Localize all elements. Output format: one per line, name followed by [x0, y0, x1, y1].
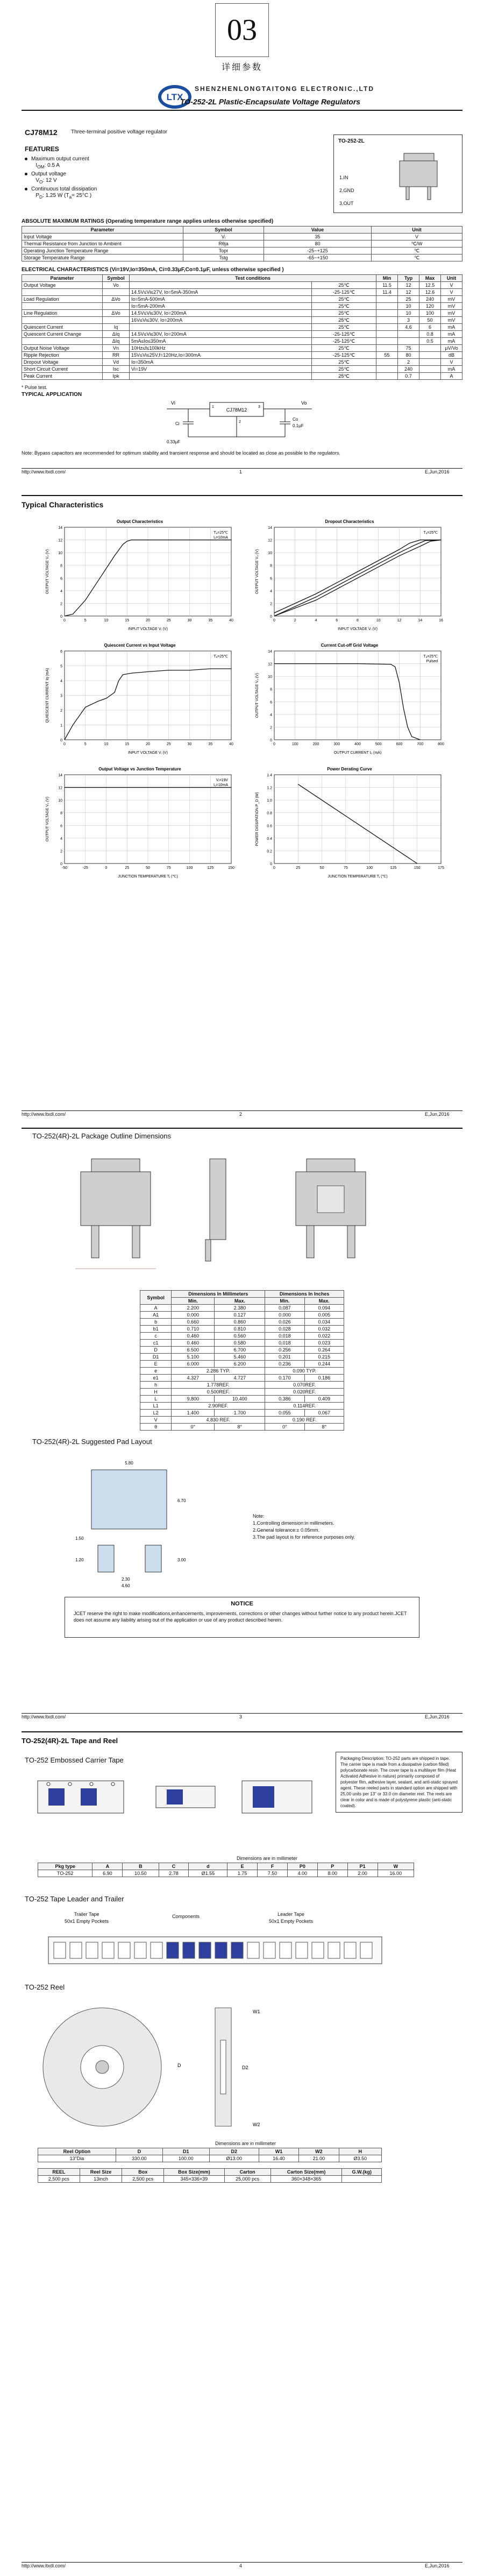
table-row: Short Circuit Current Isc Vi=19V 25℃ 240 mA — [22, 366, 462, 373]
table-row: Dropout Voltage Vd Io=350mA 25℃ 2 V — [22, 359, 462, 366]
y-tick-label: 0.8 — [267, 811, 272, 816]
x-tick-label: 300 — [333, 742, 340, 746]
ci-value: 0.33μF — [167, 440, 181, 444]
y-tick-label: 12 — [268, 539, 272, 543]
x-tick-label: 10 — [376, 619, 381, 622]
table-row: Storage Temperature Range Tstg -65~+150 ℃ — [22, 254, 462, 261]
y-tick-label: 8 — [270, 564, 272, 568]
current-cutoff-chart — [253, 640, 446, 756]
x-tick-label: 4 — [315, 619, 317, 622]
table-row: E 6.000 6.200 0.236 0.244 — [140, 1361, 344, 1368]
outline-dimensions-table: Symbol Dimensions In Millimeters Dimensions In Inches Min. Max. Min. Max. A 2.200 2.380 0.087 0.094 A1 0.000 0.127 0.000 0.005 b 0.660 0.860 0.026 0.034 b1 0.710 0.810 0.028 0.032 c 0.460 0.560 0.018 0.022 c1 0.460 0.580 0.018 0.023 D 6.500 6.700 0.256 0.264 D1 5.100 5.460 0.201 0.215 E 6.000 6.200 0.236 0.244 e 2.286 TYP. 0.090 TYP. e1 4.327 4.727 0.170 0.186 h 1.778REF. 0.070REF. H 0.500REF. 0.020REF. L 9.800 10.400 0.386 0.409 L1 2.90REF. 0.114REF. L2 1.400 1.700 0.055 0.067 V 4.830 REF. 0.190 REF. θ 0° 8° 0° 8° — [140, 1290, 344, 1431]
y-tick-label: 4 — [270, 713, 272, 717]
footer-url[interactable]: http://www.ltxdl.com/ — [22, 1714, 66, 1719]
feature-item: Maximum output current $I_{OM}$: 0.5 A — [31, 156, 89, 170]
x-axis-label: INPUT VOLTAGE Vᵢ (V) — [128, 751, 168, 755]
x-tick-label: 5 — [84, 619, 87, 622]
y-tick-label: 2 — [60, 602, 62, 606]
footer-date: E,Jun,2016 — [425, 1714, 450, 1719]
footer-url[interactable]: http://www.ltxdl.com/ — [22, 469, 66, 475]
page-number-box: 03 — [215, 3, 269, 57]
features-title: FEATURES — [25, 145, 59, 153]
y-tick-label: 0 — [270, 739, 272, 742]
footer-page-number: 4 — [239, 2563, 243, 2568]
y-tick-label: 12 — [58, 786, 62, 790]
empty-pocket — [280, 1942, 291, 1958]
x-tick-label: 15 — [125, 742, 130, 746]
table-row: D1 5.100 5.460 0.201 0.215 — [140, 1354, 344, 1361]
reel-label: W2 — [253, 2122, 260, 2127]
package-title: TO-252-2L — [338, 138, 365, 144]
x-tick-label: 35 — [208, 742, 213, 746]
y-tick-label: 2 — [270, 602, 272, 606]
pad-layout-drawing — [70, 1454, 210, 1588]
pad-dim: 6.70 — [177, 1498, 186, 1503]
x-tick-label: 30 — [187, 742, 192, 746]
x-tick-label: 500 — [375, 742, 382, 746]
y-tick-label: 10 — [268, 675, 272, 680]
notice-box — [65, 1597, 419, 1638]
leader-trailer-drawing — [43, 1926, 387, 1975]
x-tick-label: 2 — [294, 619, 296, 622]
reel-dims-caption: Dimensions are in millimeter — [215, 2141, 276, 2146]
tape-dims-caption: Dimensions are in millimeter — [237, 1856, 298, 1861]
page-caption: 详细参数 — [221, 63, 262, 72]
tape-dimensions-table: Pkg type A B C d E F P0 P P1 W TO-252 6.90 10.50 2.78 Ø1.55 1.75 7.50 4.00 8.00 2.00 16.00 — [38, 1863, 414, 1877]
y-axis-label: OUTPUT VOLTAGE Vₒ (V) — [46, 549, 49, 595]
empty-pocket — [70, 1942, 82, 1958]
power-derating-chart — [253, 764, 446, 880]
x-tick-label: 100 — [366, 866, 373, 870]
table-row: 2,500 pcs 13inch 2,500 pcs 345×336×39 25,000 pcs 360×348×365 — [38, 2176, 382, 2183]
typical-application-circuit — [156, 398, 328, 447]
legend-entry: Pulsed — [426, 660, 438, 663]
x-tick-label: 14 — [418, 619, 423, 622]
table-row: L2 1.400 1.700 0.055 0.067 — [140, 1410, 344, 1417]
x-tick-label: 175 — [438, 866, 444, 870]
feature-item: Continuous total dissipation $P_D$: 1.25 W ($T_a= 25^\circ C$ ) — [31, 186, 97, 200]
table-row: θ 0° 8° 0° 8° — [140, 1424, 344, 1431]
y-tick-label: 6 — [270, 700, 272, 705]
pad-dim: 2.30 — [122, 1577, 130, 1582]
y-axis-label: QUIESCENT CURRENT Iq (mA) — [46, 668, 49, 723]
page-header-line — [22, 495, 462, 496]
package-drawing — [393, 149, 442, 203]
x-tick-label: 15 — [125, 619, 130, 622]
x-tick-label: 0 — [273, 619, 275, 622]
footer-divider — [22, 468, 462, 469]
empty-pocket — [102, 1942, 114, 1958]
y-tick-label: 10 — [268, 551, 272, 556]
y-tick-label: 6 — [270, 577, 272, 581]
chart-title: Output Characteristics — [116, 519, 163, 524]
legend-entry: Tₐ=25℃ — [423, 531, 438, 535]
y-tick-label: 12 — [268, 662, 272, 667]
pad-dim: 3.00 — [177, 1558, 186, 1562]
x-tick-label: 75 — [343, 866, 348, 870]
part-number: CJ78M12 — [25, 128, 58, 137]
table-row: TO-252 6.90 10.50 2.78 Ø1.55 1.75 7.50 4.00 8.00 2.00 16.00 — [38, 1870, 414, 1877]
pin2-label: 2 — [239, 420, 241, 424]
x-axis-label: INPUT VOLTAGE Vᵢ (V) — [128, 627, 168, 631]
empty-pocket — [247, 1942, 259, 1958]
tape-reel-title: TO-252(4R)-2L Tape and Reel — [22, 1737, 118, 1745]
x-axis-label: JUNCTION TEMPERATURE Tⱼ (℃) — [328, 875, 388, 879]
footer-url[interactable]: http://www.ltxdl.com/ — [22, 1112, 66, 1117]
part-description: Three-terminal positive voltage regulator — [71, 129, 167, 135]
table-row: Peak Current Ipk 25℃ 0.7 A — [22, 373, 462, 380]
y-tick-label: 14 — [58, 526, 62, 530]
x-tick-label: 5 — [84, 742, 87, 746]
y-tick-label: 6 — [60, 577, 62, 581]
typical-characteristics-title: Typical Characteristics — [22, 500, 104, 509]
empty-pocket — [151, 1942, 162, 1958]
y-tick-label: 8 — [60, 811, 62, 816]
y-tick-label: 14 — [268, 650, 272, 654]
y-tick-label: 6 — [60, 650, 62, 654]
y-tick-label: 4 — [270, 589, 272, 593]
y-tick-label: 0.6 — [267, 824, 272, 829]
pad-layout-title: TO-252(4R)-2L Suggested Pad Layout — [32, 1438, 152, 1446]
x-tick-label: 20 — [146, 619, 150, 622]
y-tick-label: 0 — [60, 739, 62, 742]
quiescent-current-chart — [43, 640, 237, 756]
x-tick-label: 20 — [146, 742, 150, 746]
x-tick-label: 50 — [319, 866, 324, 870]
footer-divider — [22, 2562, 462, 2563]
empty-pocket — [86, 1942, 98, 1958]
y-tick-label: 4 — [60, 680, 62, 683]
footer-divider — [22, 1713, 462, 1714]
x-tick-label: 10 — [104, 742, 109, 746]
ic-label: CJ78M12 — [226, 407, 247, 413]
footer-divider — [22, 1110, 462, 1111]
reel-dimensions-table: Reel Option D D1 D2 W1 W2 H 13"Dia 330.00 100.00 Ø13.00 16.40 21.00 Ø3.50 — [38, 2148, 382, 2162]
document-subtitle: TO-252-2L Plastic-Encapsulate Voltage Regulators — [180, 97, 361, 106]
table-row: 13"Dia 330.00 100.00 Ø13.00 16.40 21.00 Ø3.50 — [38, 2155, 382, 2162]
x-axis-label: INPUT VOLTAGE Vᵢ (V) — [338, 627, 378, 631]
x-tick-label: 25 — [125, 866, 130, 870]
table-row: ΔIq 5mA≤Io≤350mA -25-125℃ 0.5 mA — [22, 338, 462, 345]
empty-pocket — [264, 1942, 275, 1958]
output-voltage-vs-temp-chart — [43, 764, 237, 880]
x-tick-label: 400 — [354, 742, 361, 746]
y-tick-label: 4 — [60, 589, 62, 593]
header-divider — [22, 110, 462, 111]
table-row: Line Regulation ΔVo 14.5V≤Vi≤30V, Io=200mA 25℃ 10 100 mV — [22, 310, 462, 317]
table-row: D 6.500 6.700 0.256 0.264 — [140, 1347, 344, 1354]
y-tick-label: 2 — [270, 726, 272, 730]
y-tick-label: 4 — [60, 837, 62, 841]
notice-body: JCET reserve the right to make modifications,enhancements, improvements, corrections or other changes without further notice to any product herein.JCET does not assume any liability arising out of the application or use of any product described herein. — [74, 1611, 407, 1623]
page-header-line — [22, 1731, 462, 1732]
legend-entry: Iₒ=10mA — [213, 536, 228, 540]
y-tick-label: 3 — [60, 694, 62, 698]
table-row: 16V≤Vi≤30V, Io=200mA 25℃ 3 50 mV — [22, 317, 462, 324]
table-row: Load Regulation ΔVo Io=5mA-500mA 25℃ 25 240 mV — [22, 296, 462, 303]
table-row: Thermal Resistance from Junction to Ambient Rθja 80 ℃/W — [22, 240, 462, 247]
table-row: e 2.286 TYP. 0.090 TYP. — [140, 1368, 344, 1375]
empty-pocket — [296, 1942, 308, 1958]
table-row: Quiescent Current Iq 25℃ 4.6 6 mA — [22, 324, 462, 331]
table-row: V 4.830 REF. 0.190 REF. — [140, 1417, 344, 1424]
x-tick-label: -50 — [61, 866, 68, 870]
package-outline-drawing — [70, 1148, 403, 1283]
y-axis-label: OUTPUT VOLTAGE Vₒ (V) — [255, 673, 259, 718]
y-tick-label: 8 — [270, 688, 272, 692]
reel-label: W1 — [253, 2009, 260, 2014]
bypass-note: Note: Bypass capacitors are recommended for optimum stability and transient response and should be located as close as possible to the regulators. — [22, 450, 340, 456]
table-row: Output Voltage Vo 25℃ 11.5 12 12.5 V — [22, 282, 462, 289]
chart-title: Dropout Characteristics — [325, 519, 374, 524]
x-tick-label: 700 — [417, 742, 424, 746]
carrier-tape-drawing — [27, 1770, 328, 1845]
table-row: b1 0.710 0.810 0.028 0.032 — [140, 1326, 344, 1333]
footer-page-number: 2 — [239, 1112, 243, 1117]
empty-pocket — [54, 1942, 66, 1958]
vi-label: Vi — [171, 400, 175, 406]
footer-date: E,Jun,2016 — [425, 1112, 450, 1117]
reel-title: TO-252 Reel — [25, 1983, 65, 1991]
component-pocket — [215, 1942, 227, 1958]
y-tick-label: 12 — [58, 539, 62, 543]
pin-label: 2.GND — [339, 188, 354, 193]
abs-max-title: ABSOLUTE MAXIMUM RATINGS (Operating temperature range applies unless otherwise specified) — [22, 218, 274, 224]
logo-text: LTX — [166, 92, 183, 102]
x-tick-label: 10 — [104, 619, 109, 622]
x-tick-label: 40 — [229, 619, 233, 622]
trailer-label: Trailer Tape 50x1 Empty Pockets — [65, 1912, 109, 1924]
x-tick-label: 0 — [273, 742, 275, 746]
elec-title: ELECTRICAL CHARACTERISTICS (Vi=19V,Io=350mA, Ci=0.33μF,Co=0.1μF, unless otherwise specified ) — [22, 267, 284, 273]
x-tick-label: 12 — [397, 619, 402, 622]
x-tick-label: 25 — [166, 619, 171, 622]
output-characteristics-chart — [43, 516, 237, 632]
y-tick-label: 5 — [60, 664, 62, 669]
y-tick-label: 0 — [270, 862, 272, 866]
x-tick-label: 125 — [207, 866, 214, 870]
y-tick-label: 2 — [60, 709, 62, 713]
vo-label: Vo — [301, 400, 307, 406]
table-row: L1 2.90REF. 0.114REF. — [140, 1403, 344, 1410]
footer-url[interactable]: http://www.ltxdl.com/ — [22, 2563, 66, 2568]
pulse-note: * Pulse test. — [22, 385, 48, 390]
table-row: Input Voltage Vᵢ 35 V — [22, 233, 462, 240]
x-tick-label: 800 — [438, 742, 444, 746]
x-tick-label: 0 — [63, 619, 66, 622]
co-value: 0.1μF — [293, 423, 304, 428]
footer-date: E,Jun,2016 — [425, 2563, 450, 2568]
table-row: c 0.460 0.560 0.018 0.022 — [140, 1333, 344, 1340]
y-tick-label: 2 — [60, 850, 62, 854]
x-tick-label: 25 — [296, 866, 301, 870]
table-row: 14.5V≤Vi≤27V, Io=5mA-350mA -25-125℃ 11.4 12 12.6 V — [22, 289, 462, 296]
x-axis-label: OUTPUT CURRENT Iₒ (mA) — [333, 751, 382, 755]
component-pocket — [167, 1942, 179, 1958]
legend-entry: Tₐ=25℃ — [423, 655, 438, 659]
table-row: Output Noise Voltage Vn 10Hz≤f≤100kHz 25℃ 75 μV/Vo — [22, 345, 462, 352]
y-axis-label: OUTPUT VOLTAGE Vₒ (V) — [255, 549, 259, 595]
footer-page-number: 1 — [239, 469, 243, 475]
legend-entry: Iₒ=10mA — [213, 783, 228, 787]
empty-pocket — [360, 1942, 372, 1958]
table-row: h 1.778REF. 0.070REF. — [140, 1382, 344, 1389]
table-row: e1 4.327 4.727 0.170 0.186 — [140, 1375, 344, 1382]
x-tick-label: 125 — [390, 866, 397, 870]
pad-dim: 4.60 — [122, 1583, 130, 1588]
empty-pocket — [312, 1942, 324, 1958]
elec-table: Parameter Symbol Test conditions Min Typ Max Unit Output Voltage Vo 25℃ 11.5 12 12.5 V 14.5V≤Vi≤27V, Io=5mA-350mA -25-125℃ 11.4 12 12.6 V Load Regulation ΔVo Io=5mA-500mA 25℃ 25 240 mV Io=5mA-200mA 25℃ 10 120 mV Line Regulation ΔVo 14.5V≤Vi≤30V, Io=200mA 25℃ 10 100 mV 16V≤Vi≤30V, Io=200mA 25℃ 3 50 mV Quiescent Current Iq 25℃ 4.6 6 mA Quiescent Current Change ΔIq 14.5V≤Vi≤30V, Io=200mA -25-125℃ 0.8 mA ΔIq 5mA≤Io≤350mA -25-125℃ 0.5 mA Output Noise Voltage Vn 10Hz≤f≤100kHz 25℃ 75 μV/Vo Ripple Rejection RR 15V≤Vi≤25V,f=120Hz,Io=300mA -25-125℃ 55 80 dB Dropout Voltage Vd Io=350mA 25℃ 2 V Short Circuit Current Isc Vi=19V 25℃ 240 mA Peak Current Ipk 25℃ 0.7 A — [22, 274, 462, 380]
pin-label: 1.IN — [339, 175, 348, 180]
empty-pocket — [344, 1942, 356, 1958]
x-tick-label: 200 — [312, 742, 319, 746]
leader-trailer-title: TO-252 Tape Leader and Trailer — [25, 1895, 124, 1903]
empty-pocket — [134, 1942, 146, 1958]
chart-title: Output Voltage vs Junction Temperature — [98, 767, 181, 772]
y-tick-label: 0.2 — [267, 850, 272, 854]
y-axis-label: POWER DISSIPATION P_D (W) — [255, 792, 259, 846]
ci-label: Ci — [175, 421, 180, 426]
x-tick-label: 75 — [166, 866, 171, 870]
x-tick-label: 35 — [208, 619, 213, 622]
x-tick-label: 30 — [187, 619, 192, 622]
x-tick-label: 16 — [439, 619, 443, 622]
table-row: A1 0.000 0.127 0.000 0.005 — [140, 1312, 344, 1319]
reel-label: D — [177, 2063, 181, 2068]
component-pocket — [199, 1942, 211, 1958]
x-tick-label: 8 — [357, 619, 359, 622]
x-tick-label: 0 — [63, 742, 66, 746]
y-tick-label: 14 — [268, 526, 272, 530]
pad-dim: 1.50 — [75, 1536, 84, 1541]
table-row: Ripple Rejection RR 15V≤Vi≤25V,f=120Hz,Io=300mA -25-125℃ 55 80 dB — [22, 352, 462, 359]
footer-date: E,Jun,2016 — [425, 469, 450, 475]
table-row: A 2.200 2.380 0.087 0.094 — [140, 1305, 344, 1312]
feature-item: Output voltage $V_O$: 12 V — [31, 171, 66, 185]
table-row: Quiescent Current Change ΔIq 14.5V≤Vi≤30V, Io=200mA -25-125℃ 0.8 mA — [22, 331, 462, 338]
y-tick-label: 1.0 — [267, 799, 272, 803]
pin1-label: 1 — [212, 405, 214, 409]
pad-notes: Note: 1.Controlling dimension:in millimeters. 2.General tolerance:± 0.05mm. 3.The pad layout is for reference purposes only. — [253, 1513, 355, 1540]
table-row: c1 0.460 0.580 0.018 0.023 — [140, 1340, 344, 1347]
reel-drawing — [38, 1997, 414, 2137]
package-box — [333, 135, 462, 213]
component-pocket — [183, 1942, 195, 1958]
legend-entry: Vᵢ=19V — [216, 779, 228, 782]
pin-label: 3.OUT — [339, 201, 354, 206]
table-row: H 0.500REF. 0.020REF. — [140, 1389, 344, 1396]
x-tick-label: 150 — [414, 866, 421, 870]
packaging-description: Packaging Description: TO-252 parts are shipped in tape. The carrier tape is made from a dissipative (carbon filled) polycarbonate resin. The cover tape is a multilayer film (Heat Activated Adhesive in nature) primarily composed of polyester film, adhesive layer, sealant, and anti-static sprayed agent. These reeled parts in standard option are shipped with 25,00 units per 13" or 33.0 cm diameter reel. The reels are clear in color and is made of polystyrene plastic (anti-static coated). — [336, 1752, 462, 1813]
x-tick-label: 6 — [336, 619, 338, 622]
chart-title: Quiescent Current vs Input Voltage — [104, 643, 176, 648]
plot-area — [274, 775, 441, 864]
y-tick-label: 1.4 — [267, 774, 272, 777]
y-tick-label: 1.2 — [267, 786, 272, 790]
company-name: SHENZHENLONGTAITONG ELECTRONIC.,LTD — [195, 85, 374, 93]
abs-max-table: Parameter Symbol Value Unit Input Voltage Vᵢ 35 V Thermal Resistance from Junction to Ambient Rθja 80 ℃/W Operating Junction Temperature Range Topr -25~+125 ℃ Storage Temperature Range Tstg -65~+150 ℃ — [22, 226, 462, 261]
empty-pocket — [118, 1942, 130, 1958]
chart-title: Power Derating Curve — [327, 767, 372, 772]
dropout-characteristics-chart — [253, 516, 446, 632]
x-tick-label: 25 — [166, 742, 171, 746]
x-tick-label: 40 — [229, 742, 233, 746]
y-tick-label: 0 — [60, 615, 62, 619]
x-tick-label: -25 — [82, 866, 88, 870]
y-tick-label: 0 — [270, 615, 272, 619]
table-row: b 0.660 0.860 0.026 0.034 — [140, 1319, 344, 1326]
x-tick-label: 0 — [105, 866, 108, 870]
table-row: Io=5mA-200mA 25℃ 10 120 mV — [22, 303, 462, 310]
x-tick-label: 0 — [273, 866, 275, 870]
pad-dim: 1.20 — [75, 1558, 84, 1562]
y-tick-label: 6 — [60, 824, 62, 829]
x-tick-label: 100 — [186, 866, 193, 870]
leader-label: Leader Tape 50x1 Empty Pockets — [269, 1912, 314, 1924]
y-tick-label: 0 — [60, 862, 62, 866]
x-tick-label: 100 — [291, 742, 298, 746]
company-logo — [157, 83, 193, 110]
pin3-label: 3 — [258, 405, 260, 409]
footer-page-number: 3 — [239, 1714, 243, 1719]
table-row: L 9.800 10.400 0.386 0.409 — [140, 1396, 344, 1403]
x-tick-label: 150 — [228, 866, 234, 870]
y-tick-label: 0.4 — [267, 837, 272, 841]
packing-table: REEL Reel Size Box Box Size(mm) Carton Carton Size(mm) G.W.(kg) 2,500 pcs 13inch 2,500 pcs 345×336×39 25,000 pcs 360×348×365 — [38, 2168, 382, 2183]
y-tick-label: 10 — [58, 551, 62, 556]
pad-dim: 5.80 — [125, 1461, 133, 1466]
chart-title: Current Cut-off Grid Voltage — [321, 643, 379, 648]
components-label: Components — [172, 1914, 200, 1919]
table-row: Operating Junction Temperature Range Topr -25~+125 ℃ — [22, 247, 462, 254]
notice-title: NOTICE — [231, 1601, 253, 1607]
carrier-tape-title: TO-252 Embossed Carrier Tape — [25, 1756, 124, 1764]
legend-entry: Tₐ=25℃ — [213, 655, 228, 659]
y-tick-label: 8 — [60, 564, 62, 568]
legend-entry: Tₐ=25℃ — [213, 531, 228, 535]
y-axis-label: OUTPUT VOLTAGE Vₒ (V) — [46, 796, 49, 842]
y-tick-label: 1 — [60, 724, 62, 728]
co-label: Co — [293, 417, 298, 422]
typical-app-title: TYPICAL APPLICATION — [22, 392, 82, 398]
y-tick-label: 14 — [58, 774, 62, 777]
outline-title: TO-252(4R)-2L Package Outline Dimensions — [32, 1132, 171, 1140]
y-tick-label: 10 — [58, 799, 62, 803]
x-tick-label: 50 — [146, 866, 150, 870]
page-header-line — [22, 1128, 462, 1129]
empty-pocket — [328, 1942, 340, 1958]
reel-label: D2 — [242, 2065, 248, 2070]
x-tick-label: 600 — [396, 742, 403, 746]
component-pocket — [231, 1942, 243, 1958]
x-axis-label: JUNCTION TEMPERATURE Tⱼ (℃) — [118, 875, 178, 879]
